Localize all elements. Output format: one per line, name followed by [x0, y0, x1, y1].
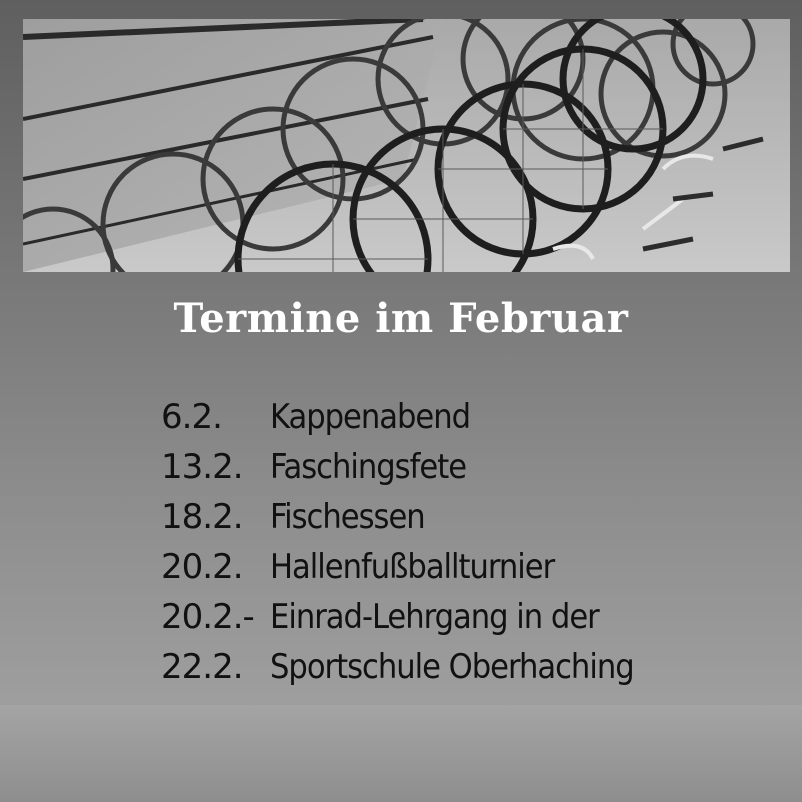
event-row [161, 547, 761, 597]
event-date: 6.2. [161, 397, 222, 437]
event-date: 18.2. [161, 497, 243, 537]
event-name: Fischessen [270, 497, 425, 537]
event-name: Sportschule Oberhaching [270, 647, 634, 687]
event-row [161, 447, 761, 497]
event-date: 13.2. [161, 447, 243, 487]
event-row [161, 647, 761, 697]
event-date: 20.2. [161, 547, 243, 587]
page-title: Termine im Februar [173, 295, 629, 342]
event-row [161, 497, 761, 547]
event-row [161, 397, 761, 447]
event-name: Kappenabend [270, 397, 471, 437]
event-list [161, 397, 761, 697]
event-name: Faschingsfete [270, 447, 467, 487]
header-photo [23, 19, 790, 272]
bicycles-photo-illustration [23, 19, 790, 272]
event-date: 22.2. [161, 647, 243, 687]
event-row [161, 597, 761, 647]
event-name: Einrad-Lehrgang in der [270, 597, 599, 637]
event-date: 20.2.- [161, 597, 254, 637]
bottom-shade [0, 705, 802, 802]
event-name: Hallenfußballturnier [270, 547, 555, 587]
